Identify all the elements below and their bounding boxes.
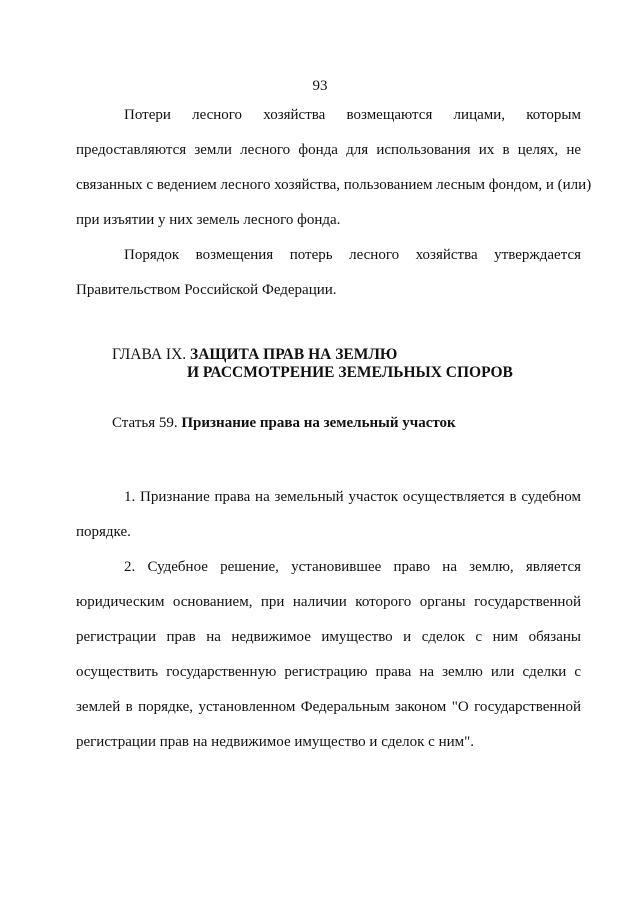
chapter-title-line-2: И РАССМОТРЕНИЕ ЗЕМЕЛЬНЫХ СПОРОВ <box>187 364 513 381</box>
page-number: 93 <box>312 78 328 94</box>
article-title: Признание права на земельный участок <box>181 415 456 431</box>
text-line: Порядок возмещения потерь лесного хозяйства утверждается <box>124 247 581 263</box>
text-line: землей в порядке, установленном Федеральным законом "О государственной <box>76 699 581 715</box>
chapter-heading <box>112 346 397 364</box>
text-line: при изъятии у них земель лесного фонда. <box>76 212 341 228</box>
paragraph-compensation-procedure <box>76 238 581 308</box>
article-item-1 <box>76 480 581 550</box>
text-line: предоставляются земли лесного фонда для использования их в целях, не <box>76 142 581 158</box>
text-line: 1. Признание права на земельный участок осуществляется в судебном <box>124 489 581 505</box>
text-line: юридическим основанием, при наличии которого органы государственной <box>76 594 581 610</box>
paragraph-forest-losses <box>76 98 592 238</box>
text-line: порядке. <box>76 524 131 540</box>
text-line: связанных с ведением лесного хозяйства, пользованием лесным фондом, и (или) <box>76 177 592 193</box>
chapter-title-line-1: ЗАЩИТА ПРАВ НА ЗЕМЛЮ <box>190 346 398 363</box>
article-item-2 <box>76 550 581 760</box>
text-line: регистрации прав на недвижимое имущество и сделок с ним". <box>76 734 474 750</box>
text-line: осуществить государственную регистрацию права на землю или сделки с <box>76 664 581 680</box>
article-prefix: Статья 59. <box>112 415 182 431</box>
chapter-prefix: ГЛАВА IX. <box>112 346 191 363</box>
text-line: 2. Судебное решение, установившее право на землю, является <box>124 559 581 575</box>
text-line: Потери лесного хозяйства возмещаются лицами, которым <box>124 107 581 123</box>
text-line: регистрации прав на недвижимое имущество и сделок с ним обязаны <box>76 629 581 645</box>
article-heading <box>112 415 456 432</box>
text-line: Правительством Российской Федерации. <box>76 282 337 298</box>
